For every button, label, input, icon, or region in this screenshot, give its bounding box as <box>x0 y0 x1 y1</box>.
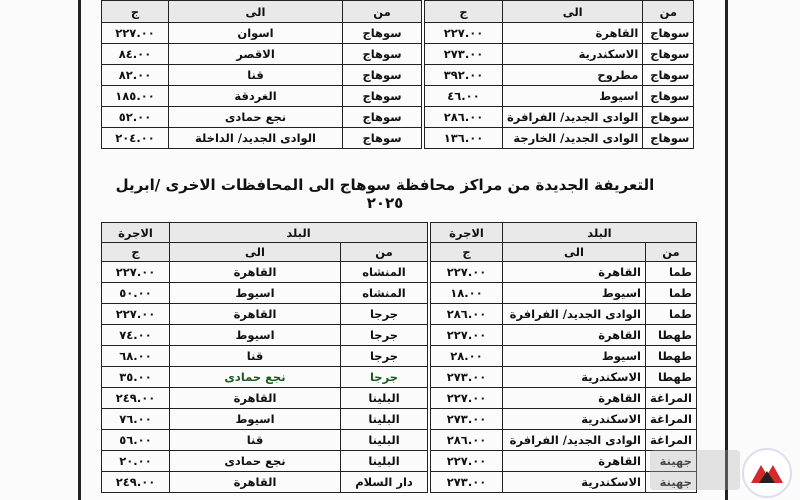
table-row: طهطا اسيوط ٢٨.٠٠ جرجا قنا ٦٨.٠٠ <box>102 346 697 367</box>
table-row: طهطا القاهرة ٢٢٧.٠٠ جرجا اسيوط ٧٤.٠٠ <box>102 325 697 346</box>
table-header-row <box>102 1 694 23</box>
table-row: طهطا الاسكندرية ٢٧٣.٠٠ جرجا نجع حمادى ٣٥.٠٠ <box>102 367 697 388</box>
table-row: جهينة القاهرة ٢٢٧.٠٠ البلينا نجع حمادى ٢٠.٠٠ <box>102 451 697 472</box>
site-logo-icon <box>742 448 792 498</box>
header-ujra: الاجرة <box>431 223 503 243</box>
table-row: سوهاج الوادى الجديد/ الخارجة ١٣٦.٠٠ سوهاج الوادى الجديد/ الداخلة ٢٠٤.٠٠ <box>102 128 694 149</box>
table-row: سوهاج القاهرة ٢٢٧.٠٠ سوهاج اسوان ٢٢٧.٠٠ <box>102 23 694 44</box>
header-to: الى <box>169 1 343 23</box>
table-group-header-row <box>102 223 697 243</box>
page-right-border <box>725 0 728 500</box>
logo-mark-icon <box>749 459 785 487</box>
table-row: طما اسيوط ١٨.٠٠ المنشاه اسيوط ٥٠.٠٠ <box>102 283 697 304</box>
header-from: من <box>343 1 422 23</box>
fares-table-sohag <box>101 0 694 149</box>
table-row: المراغة القاهرة ٢٢٧.٠٠ البلينا القاهرة ٢٤٩.٠٠ <box>102 388 697 409</box>
header-ujra: الاجرة <box>102 223 170 243</box>
header-currency: ج <box>102 1 169 23</box>
table-row: سوهاج مطروح ٣٩٢.٠٠ سوهاج قنا ٨٢.٠٠ <box>102 65 694 86</box>
header-balad: البلد <box>503 223 697 243</box>
section-title: التعريفة الجديدة من مراكز محافظة سوهاج الى المحافظات الاخرى /ابريل ٢٠٢٥ <box>115 176 655 212</box>
table-row: المراغة الوادى الجديد/ الفرافرة ٢٨٦.٠٠ البلينا قنا ٥٦.٠٠ <box>102 430 697 451</box>
header-to: الى <box>503 1 643 23</box>
table-sub-header-row: من الى ج من الى ج <box>102 243 697 262</box>
header-currency: ج <box>425 1 503 23</box>
page-left-border <box>78 0 81 500</box>
table-row: طما الوادى الجديد/ الفرافرة ٢٨٦.٠٠ جرجا القاهرة ٢٢٧.٠٠ <box>102 304 697 325</box>
table-row: جهينة الاسكندرية ٢٧٣.٠٠ دار السلام القاهرة ٢٤٩.٠٠ <box>102 472 697 493</box>
header-balad: البلد <box>170 223 428 243</box>
table-row: طما القاهرة ٢٢٧.٠٠ المنشاه القاهرة ٢٢٧.٠٠ <box>102 262 697 283</box>
fares-table-centers <box>101 222 697 493</box>
table-row: سوهاج اسيوط ٤٦.٠٠ سوهاج الغردقة ١٨٥.٠٠ <box>102 86 694 107</box>
table-row: سوهاج الوادى الجديد/ الفرافرة ٢٨٦.٠٠ سوهاج نجع حمادى ٥٢.٠٠ <box>102 107 694 128</box>
header-from: من <box>643 1 694 23</box>
table-row: سوهاج الاسكندرية ٢٧٣.٠٠ سوهاج الاقصر ٨٤.٠٠ <box>102 44 694 65</box>
watermark-blur <box>650 450 740 490</box>
table-row: المراغة الاسكندرية ٢٧٣.٠٠ البلينا اسيوط ٧٦.٠٠ <box>102 409 697 430</box>
